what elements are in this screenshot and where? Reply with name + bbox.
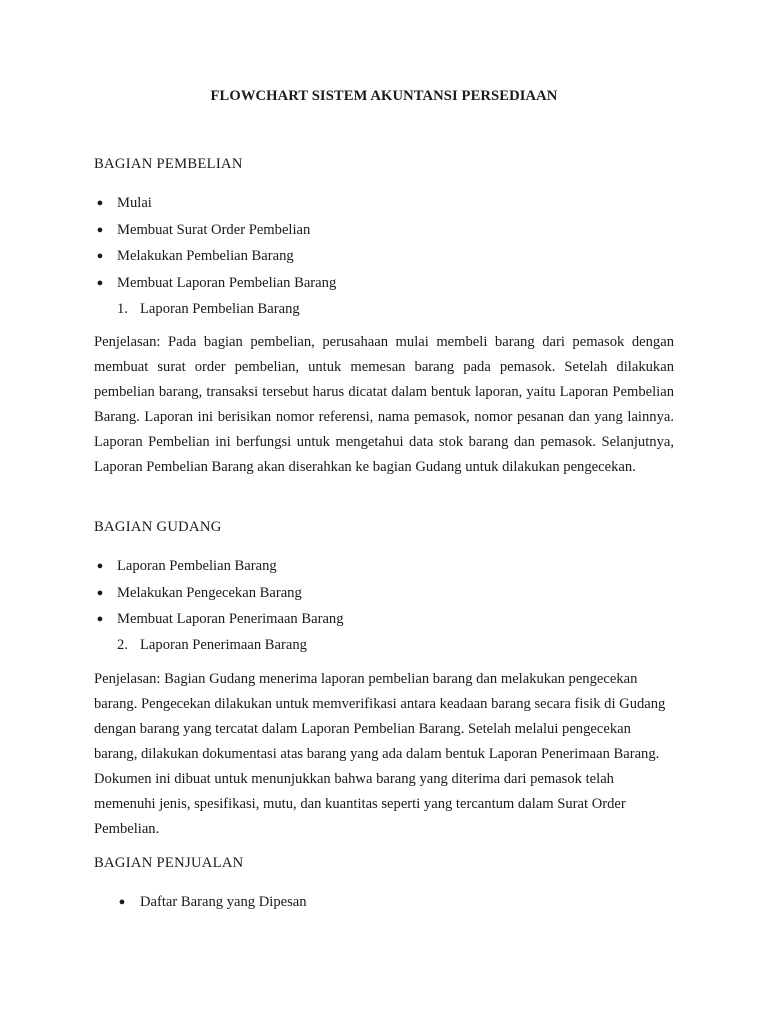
list-item-text: Melakukan Pengecekan Barang <box>117 584 302 601</box>
numbered-item-text: Laporan Pembelian Barang <box>140 301 300 317</box>
list-item-text: Daftar Barang yang Dipesan <box>140 894 307 910</box>
numbered-item <box>0 635 768 655</box>
list-item <box>0 220 768 247</box>
explanation-paragraph-pembelian: Penjelasan: Pada bagian pembelian, perusahaan mulai membeli barang dari pemasok dengan membuat surat order pembelian, untuk memesan barang pada pemasok. Setelah dilakukan pembelian barang, transaksi tersebut harus dicatat dalam bentuk laporan, yaitu Laporan Pembelian Barang. Laporan ini berisikan nomor referensi, nama pemasok, nomor pesanan dan yang lainnya. Laporan Pembelian ini berfungsi untuk mengetahui data stok barang dan pemasok. Selanjutnya, Laporan Pembelian Barang akan diserahkan ke bagian Gudang untuk dilakukan pengecekan. <box>94 334 674 475</box>
numbered-item-text: Laporan Penerimaan Barang <box>140 637 307 653</box>
list-item-text: Membuat Laporan Pembelian Barang <box>117 274 337 291</box>
explanation-paragraph-gudang: Penjelasan: Bagian Gudang menerima laporan pembelian barang dan melakukan pengecekan barang. Pengecekan dilakukan untuk memverifikasi antara keadaan barang secara fisik di Gudang dengan barang yang tercatat dalam Laporan Pembelian Barang. Setelah melalui pengecekan barang, dilakukan dokumentasi atas barang yang ada dalam bentuk Laporan Penerimaan Barang. Dokumen ini dibuat untuk menunjukkan bahwa barang yang diterima dari pemasok telah memenuhi jenis, spesifikasi, mutu, dan kuantitas seperti yang tercantum dalam Surat Order Pembelian. <box>94 671 666 837</box>
list-item <box>0 246 768 273</box>
section-heading-pembelian: BAGIAN PEMBELIAN <box>94 156 243 172</box>
list-item <box>0 892 768 919</box>
bullet-icon: ● <box>96 586 104 599</box>
list-item-text: Membuat Laporan Penerimaan Barang <box>117 611 344 627</box>
list-item-text: Mulai <box>117 195 152 211</box>
bullet-icon: ● <box>96 250 104 262</box>
list-item <box>0 556 768 583</box>
numbered-item-label: 1. <box>117 301 128 317</box>
list-item <box>0 193 768 220</box>
bullet-icon: ● <box>96 613 104 625</box>
section-heading-gudang: BAGIAN GUDANG <box>94 519 222 535</box>
document-title: FLOWCHART SISTEM AKUNTANSI PERSEDIAAN <box>210 88 558 104</box>
numbered-item-label: 2. <box>117 637 128 653</box>
section-heading-penjualan: BAGIAN PENJUALAN <box>94 855 244 871</box>
list-item-text: Membuat Surat Order Pembelian <box>117 221 311 238</box>
list-item <box>0 609 768 636</box>
bullet-list-pembelian <box>0 193 768 299</box>
list-item <box>0 583 768 610</box>
bullet-list-gudang <box>0 556 768 636</box>
bullet-list-penjualan <box>0 892 768 919</box>
list-item-text: Melakukan Pembelian Barang <box>117 248 294 264</box>
list-item <box>0 273 768 300</box>
bullet-icon: ● <box>118 896 126 908</box>
numbered-item <box>0 299 768 319</box>
bullet-icon: ● <box>96 560 104 572</box>
bullet-icon: ● <box>96 276 104 289</box>
list-item-text: Laporan Pembelian Barang <box>117 558 277 574</box>
bullet-icon: ● <box>96 223 104 236</box>
bullet-icon: ● <box>96 197 104 209</box>
